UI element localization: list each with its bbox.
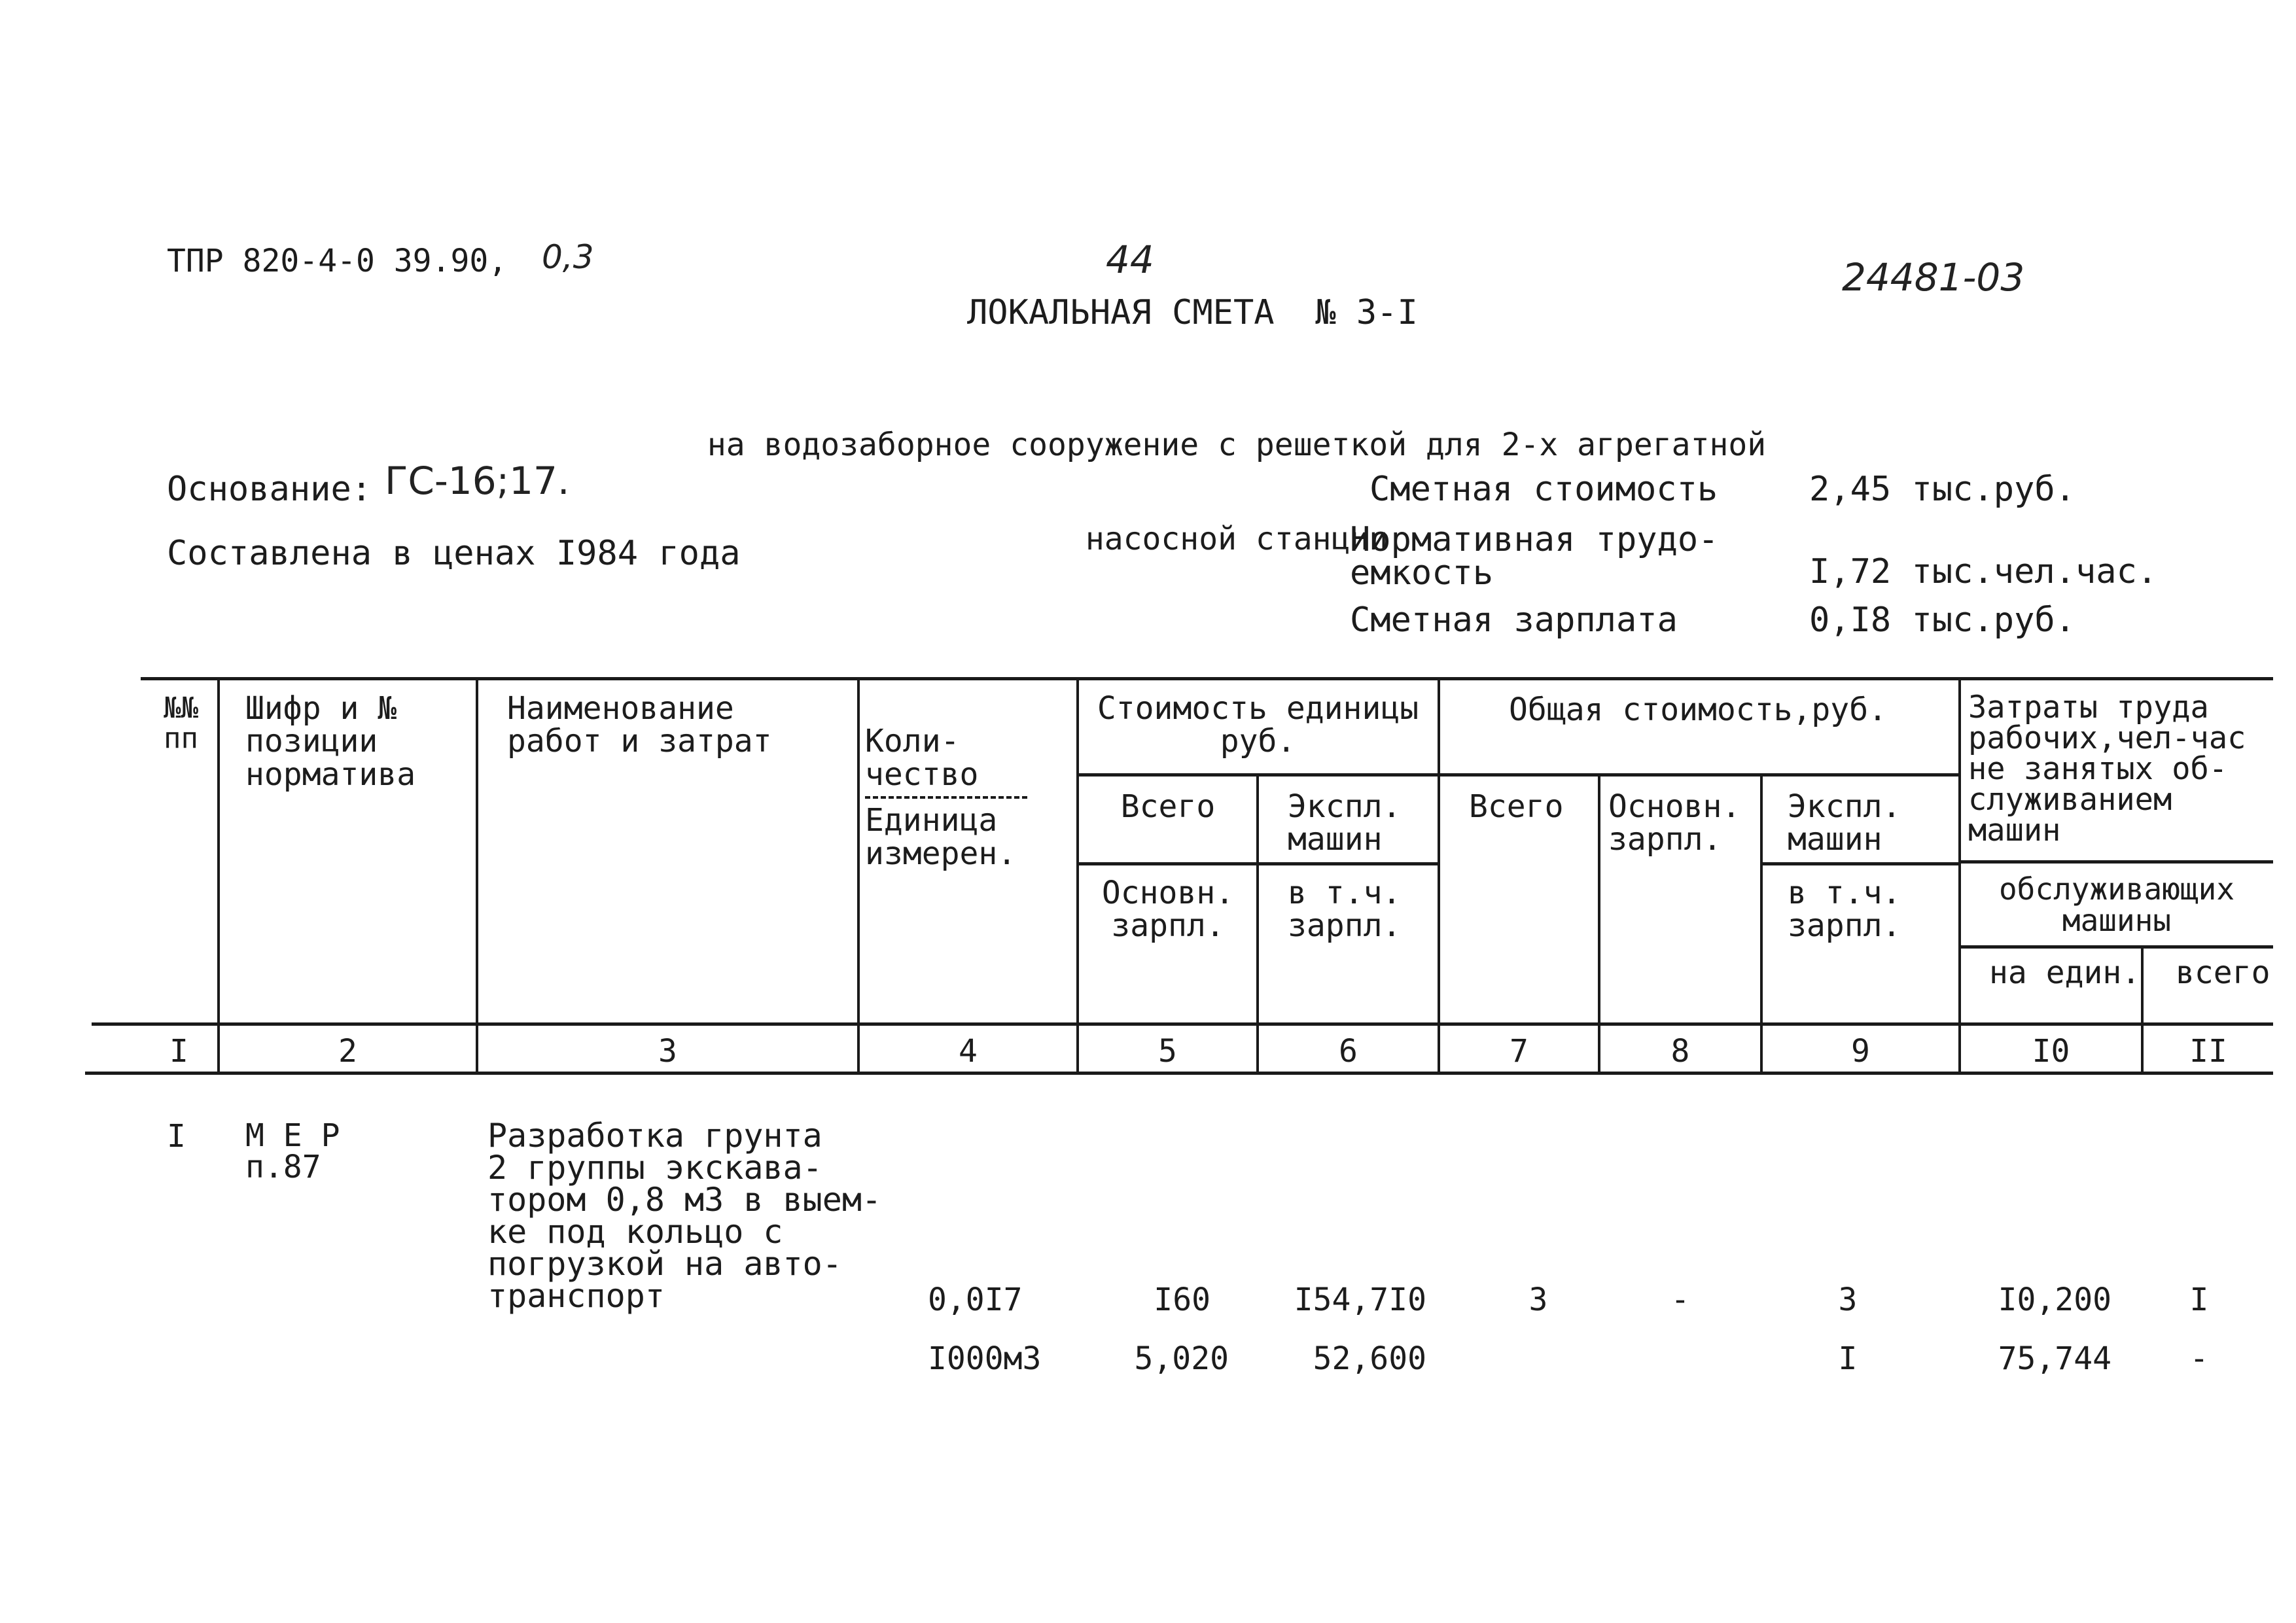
divider-col3	[857, 677, 860, 1073]
prices-basis: Составлена в ценах I984 года	[167, 534, 741, 573]
column-number-8: 8	[1670, 1033, 1690, 1070]
column-number-1: I	[169, 1033, 188, 1070]
column-number-5: 5	[1158, 1033, 1177, 1070]
document-title: ЛОКАЛЬНАЯ СМЕТА № 3-I	[967, 293, 1418, 332]
header-total-total: Всего	[1469, 788, 1564, 825]
unit-cost-group-underline	[1076, 773, 1958, 777]
total-mach-sub-underline	[1760, 862, 1958, 865]
divider-col6	[1438, 677, 1440, 1073]
summary-value-cost: 2,45 тыс.руб.	[1809, 470, 2075, 509]
column-number-10: I0	[2032, 1033, 2070, 1070]
row-unit-total: I60	[1154, 1282, 1210, 1318]
subtitle-line-2: насосной станции	[1085, 521, 1388, 557]
column-number-6: 6	[1339, 1033, 1358, 1070]
column-number-7: 7	[1510, 1033, 1528, 1070]
header-labor-total: всего	[2176, 954, 2270, 991]
header-unit-machine-wage: в т.ч. зарпл.	[1288, 875, 1402, 945]
header-unit-machines: Экспл. машин	[1288, 788, 1402, 858]
row-total-machine-wage: I	[1838, 1340, 1858, 1377]
unit-cost-sub-underline	[1076, 862, 1438, 865]
divider-col1	[217, 677, 220, 1073]
header-unit-cost-group: Стоимость единицы руб.	[1097, 690, 1419, 760]
header-total-cost-group: Общая стоимость,руб.	[1509, 691, 1887, 728]
row-number: I	[167, 1118, 186, 1155]
row-quantity: 0,0I7	[928, 1282, 1023, 1318]
row-labor-total-bottom: -	[2189, 1340, 2209, 1377]
labor-group-underline	[1958, 860, 2273, 864]
header-total-machine-wage: в т.ч. зарпл.	[1788, 875, 1901, 945]
row-code: М Е Р п.87	[245, 1117, 340, 1185]
row-labor-total-top: I	[2189, 1282, 2209, 1318]
column-numbers-bottom-border	[85, 1072, 2273, 1075]
column-number-3: 3	[658, 1033, 677, 1070]
header-col-quantity	[865, 692, 1027, 903]
divider-col4	[1076, 677, 1079, 1073]
header-labor-per-unit: на един.	[1989, 954, 2141, 991]
divider-col5	[1256, 775, 1259, 1073]
document-code-handwritten: 0,3	[542, 238, 594, 276]
header-unit-label: Единица измерен.	[865, 802, 1017, 872]
summary-label-labor: Нормативная трудо- емкость	[1350, 520, 1719, 593]
header-col-code: Шифр и № позиции норматива	[245, 690, 416, 793]
header-unit-total: Всего	[1120, 788, 1216, 825]
document-code: ТПР 820-4-0 39.90,	[167, 243, 508, 279]
row-total-machines: 3	[1838, 1282, 1858, 1318]
divider-col7	[1598, 775, 1600, 1073]
row-unit-wage: 5,020	[1134, 1340, 1229, 1377]
subtitle-line-1: на водозаборное сооружение с решеткой для 2-х агрегатной	[707, 427, 1767, 463]
column-number-11: II	[2189, 1033, 2227, 1070]
row-unit: I000м3	[928, 1340, 1042, 1377]
header-labor-service: обслуживающих машины	[1998, 871, 2235, 939]
header-total-machines: Экспл. машин	[1788, 788, 1901, 858]
labor-service-underline	[1958, 945, 2273, 949]
header-total-wage: Основн. зарпл.	[1608, 788, 1741, 858]
row-total-wage: -	[1670, 1282, 1690, 1318]
row-labor-per-unit-top: I0,200	[1998, 1282, 2111, 1318]
row-total-total: 3	[1528, 1282, 1548, 1318]
column-number-2: 2	[338, 1033, 357, 1070]
row-work-name: Разработка грунта 2 группы экскава- тором 0,8 м3 в выем- ке под кольцо с погрузкой на авто- транспорт	[487, 1117, 882, 1315]
basis-label: Основание:	[167, 470, 372, 509]
column-number-9: 9	[1851, 1033, 1870, 1070]
summary-label-cost: Сметная стоимость	[1369, 470, 1718, 509]
summary-value-wage: 0,I8 тыс.руб.	[1809, 601, 2075, 640]
table-top-border	[141, 677, 2273, 680]
row-unit-machine-wage: 52,600	[1313, 1340, 1426, 1377]
header-unit-wage: Основн. зарпл.	[1101, 875, 1235, 945]
row-unit-machines: I54,7I0	[1294, 1282, 1426, 1318]
table-header-bottom-border	[92, 1022, 2273, 1026]
header-col-name: Наименование работ и затрат	[507, 690, 772, 760]
header-col-number: №№ пп	[164, 691, 198, 756]
basis-value-handwritten: ГС-16;17.	[385, 459, 570, 503]
divider-col8	[1760, 775, 1763, 1073]
header-labor-group: Затраты труда рабочих,чел-час не занятых об- служиванием машин	[1968, 689, 2246, 848]
archive-number: 24481-03	[1842, 255, 2025, 300]
divider-col2	[476, 677, 478, 1073]
summary-value-labor: I,72 тыс.чел.час.	[1809, 552, 2158, 591]
summary-label-wage: Сметная зарплата	[1350, 601, 1678, 640]
page-number: 44	[1106, 237, 1154, 282]
header-quantity-label: Коли- чество	[865, 725, 1027, 799]
row-labor-per-unit-bottom: 75,744	[1998, 1340, 2111, 1377]
column-number-4: 4	[959, 1033, 978, 1070]
